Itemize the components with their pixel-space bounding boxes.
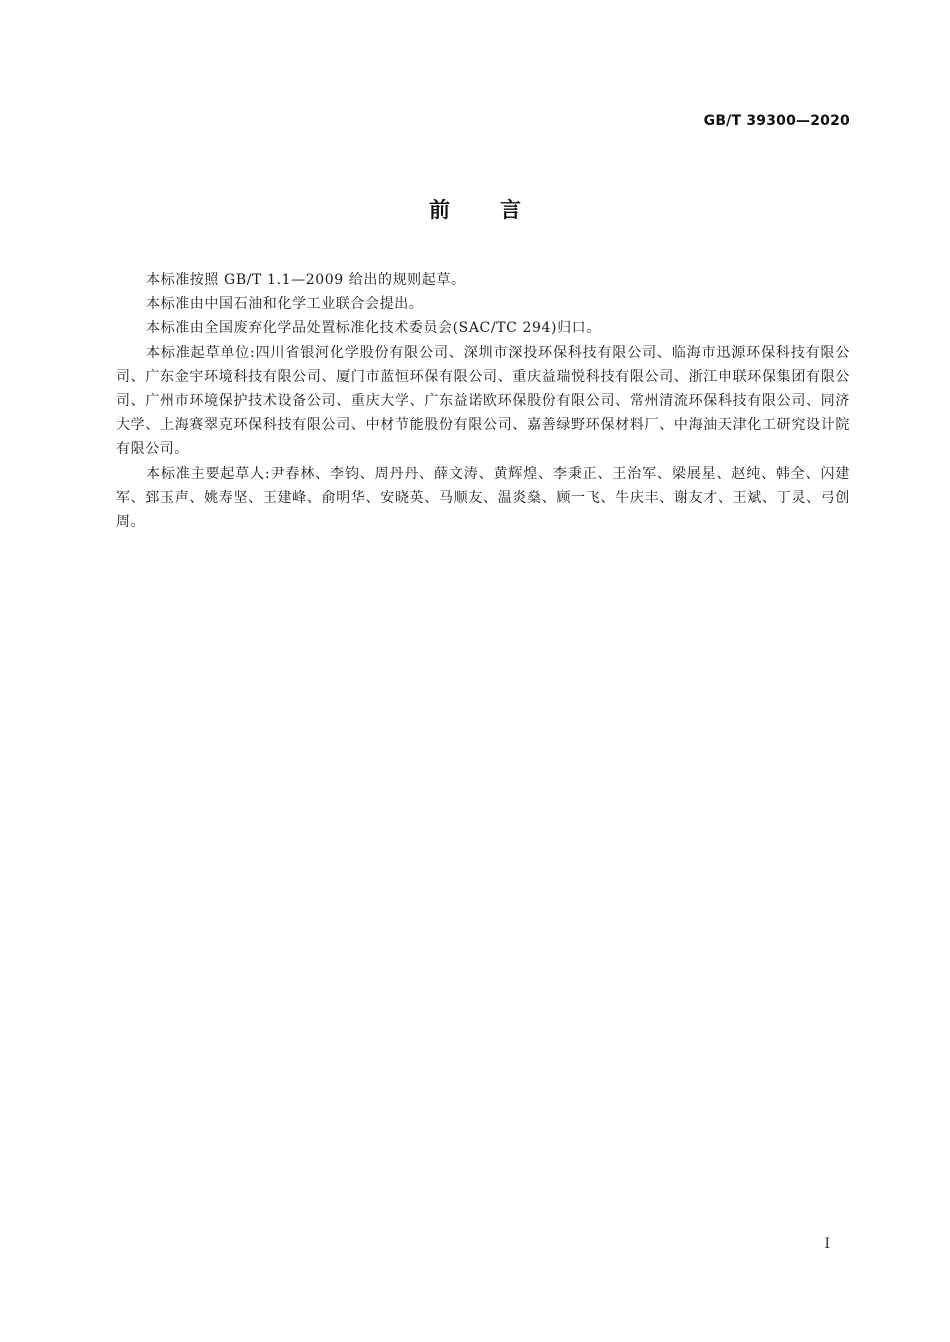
page-title: 前言	[429, 198, 571, 222]
paragraph-proposer: 本标准由中国石油和化学工业联合会提出。	[146, 296, 424, 313]
paragraph-committee: 本标准由全国废弃化学品处置标准化技术委员会(SAC/TC 294)归口。	[146, 320, 601, 337]
standard-code: GB/T 39300—2020	[703, 113, 850, 129]
paragraph-drafting-rules: 本标准按照 GB/T 1.1—2009 给出的规则起草。	[146, 272, 466, 288]
paragraph-drafting-units: 本标准起草单位:四川省银河化学股份有限公司、深圳市深投环保科技有限公司、临海市迅源环保科技有限公司、广东金宇环境科技有限公司、厦门市蓝恒环保有限公司、重庆益瑞悦科技有限公司、浙江申联环保集团有限公司、广州市环境保护技术设备公司、重庆大学、广东益诺欧环保股份有限公司、常州清流环保科技有限公司、同济大学、上海赛翠克环保科技有限公司、中材节能股份有限公司、嘉善绿野环保材料厂、中海油天津化工研究设计院有限公司。	[116, 344, 850, 458]
paragraph-drafters: 本标准主要起草人:尹春林、李钧、周丹丹、薛文涛、黄辉煌、李秉正、王治军、梁展星、赵纯、韩全、闪建军、郅玉声、姚寿坚、王建峰、俞明华、安晓英、马顺友、温炎燊、顾一飞、牛庆丰、谢友才、王斌、丁灵、弓创周。	[116, 465, 850, 531]
page-number: I	[824, 1236, 830, 1252]
foreword-body	[116, 268, 850, 534]
